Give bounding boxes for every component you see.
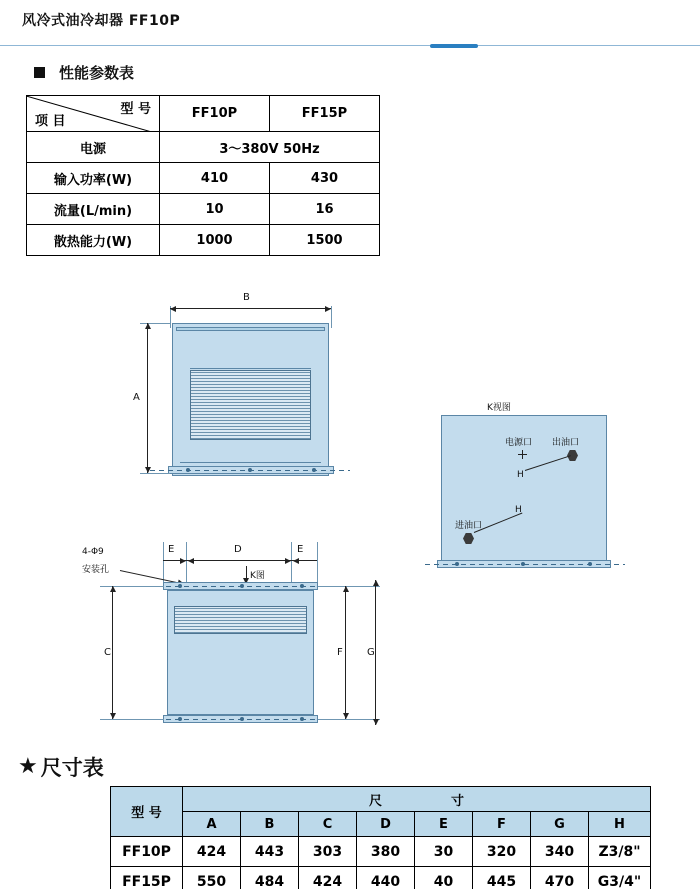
- top-dim-e-right-label: E: [297, 544, 304, 555]
- top-flange-hole-right: [300, 584, 304, 588]
- k-view-h-label-2: H: [515, 505, 522, 515]
- dim-col-header-f: F: [473, 812, 531, 837]
- k-arrow-label: K图: [250, 571, 265, 581]
- top-dim-g-arrow-up: [373, 580, 379, 586]
- top-ext-b: [186, 542, 187, 582]
- table-row: [27, 96, 380, 132]
- top-ext-fg-top: [318, 586, 380, 587]
- top-dim-c-arrow-up: [110, 586, 116, 592]
- column-header-0: FF10P: [160, 96, 270, 132]
- header-accent-tab: [430, 44, 478, 48]
- dim-row-1-model: FF15P: [111, 867, 183, 889]
- table-row: [27, 194, 380, 225]
- top-dim-g-label: G: [367, 647, 375, 658]
- front-mount-hole-right: [312, 468, 316, 472]
- dim-group-header-right: 寸: [451, 793, 465, 809]
- technical-drawings: [0, 270, 700, 740]
- dim-row-1-e: 40: [415, 867, 473, 889]
- dim-row-1-c: 424: [299, 867, 357, 889]
- top-ext-c: [291, 542, 292, 582]
- k-view-power-port-label: 电源口: [505, 438, 533, 448]
- top-flange-hole-center: [240, 584, 244, 588]
- row-2-value-0: 10: [160, 194, 270, 225]
- column-header-1: FF15P: [270, 96, 380, 132]
- top-flange-hole-left: [178, 584, 182, 588]
- top-dim-d-arrow-right: [285, 558, 291, 564]
- dim-row-1-h: G3/4": [589, 867, 651, 889]
- dim-col-header-a: A: [183, 812, 241, 837]
- dim-col-header-c: C: [299, 812, 357, 837]
- dim-row-0-c: 303: [299, 837, 357, 867]
- row-1-value-0: 410: [160, 163, 270, 194]
- top-hole-note-2: 安装孔: [82, 565, 110, 575]
- front-dim-a-arrow-up: [145, 323, 151, 329]
- performance-heading-text: 性能参数表: [59, 64, 135, 82]
- k-view-hole-center: [521, 562, 525, 566]
- bullet-square-icon: [34, 67, 45, 78]
- top-dim-f-label: F: [337, 647, 343, 658]
- dim-row-1-b: 484: [241, 867, 299, 889]
- top-base-hole-right: [300, 717, 304, 721]
- dim-row-0-g: 340: [531, 837, 589, 867]
- top-dim-d-label: D: [234, 544, 242, 555]
- top-ext-d: [317, 542, 318, 582]
- corner-header-cell: [27, 96, 160, 132]
- dim-row-0-f: 320: [473, 837, 531, 867]
- front-dim-b-arrow-left: [170, 306, 176, 312]
- k-view-oil-in-label: 进油口: [455, 521, 483, 531]
- top-dim-d-line: [186, 560, 291, 561]
- row-label-1: 输入功率(W): [27, 163, 160, 194]
- table-row: [27, 225, 380, 256]
- front-dim-b-arrow-right: [325, 306, 331, 312]
- top-ext-c-bottom: [100, 719, 164, 720]
- front-ext-bottom: [140, 473, 170, 474]
- dim-row-0-e: 30: [415, 837, 473, 867]
- dim-group-header: [183, 787, 651, 812]
- dimension-section-heading: [18, 752, 104, 782]
- dim-col-model-header: 型 号: [111, 787, 183, 837]
- table-row: [27, 163, 380, 194]
- top-view-grille: [174, 606, 307, 634]
- dimension-heading-text: 尺寸表: [40, 756, 104, 780]
- top-dim-c-label: C: [104, 647, 111, 658]
- k-view-title: K视图: [487, 403, 511, 413]
- top-base-hole-left: [178, 717, 182, 721]
- dim-col-header-b: B: [241, 812, 299, 837]
- front-dim-b-line: [170, 308, 331, 309]
- row-label-2: 流量(L/min): [27, 194, 160, 225]
- top-dim-g-line: [375, 580, 376, 725]
- page-title: 风冷式油冷却器 FF10P: [22, 13, 181, 29]
- header-divider-line: [0, 45, 700, 46]
- corner-col-label: 型 号: [120, 102, 151, 117]
- row-label-3: 散热能力(W): [27, 225, 160, 256]
- header-divider: [0, 44, 700, 47]
- top-dim-d-arrow-left: [188, 558, 194, 564]
- top-dim-c-arrow-down: [110, 713, 116, 719]
- dim-row-1-f: 445: [473, 867, 531, 889]
- front-dim-a-label: A: [133, 392, 140, 403]
- row-value-0-merged: 3～380V 50Hz: [160, 132, 380, 163]
- k-view-oil-out-label: 出油口: [552, 438, 580, 448]
- front-view-top-strip: [176, 327, 325, 331]
- top-hole-note-1: 4-Φ9: [82, 547, 104, 557]
- top-dim-g-arrow-down: [373, 719, 379, 725]
- top-base-hole-center: [240, 717, 244, 721]
- table-row: [111, 812, 651, 837]
- power-port-icon: [518, 450, 527, 459]
- table-row: [111, 867, 651, 889]
- row-2-value-1: 16: [270, 194, 380, 225]
- top-ext-fg-bottom: [318, 719, 380, 720]
- front-mount-hole-center: [248, 468, 252, 472]
- dim-row-0-h: Z3/8": [589, 837, 651, 867]
- row-label-0: 电源: [27, 132, 160, 163]
- table-row: [111, 787, 651, 812]
- dimension-table: [110, 786, 651, 889]
- dim-row-0-b: 443: [241, 837, 299, 867]
- dim-col-header-d: D: [357, 812, 415, 837]
- front-dim-b-label: B: [243, 292, 250, 303]
- top-dim-e-left-label: E: [168, 544, 175, 555]
- top-ext-a: [163, 542, 164, 582]
- dim-row-1-g: 470: [531, 867, 589, 889]
- k-view-h-label-1: H: [517, 470, 524, 480]
- table-row: [27, 132, 380, 163]
- k-view-hole-right: [588, 562, 592, 566]
- top-dim-e-right-arrow: [293, 558, 299, 564]
- top-dim-f-arrow-up: [343, 586, 349, 592]
- dim-row-1-a: 550: [183, 867, 241, 889]
- performance-section-heading: [34, 62, 134, 83]
- k-view-hole-left: [455, 562, 459, 566]
- row-3-value-1: 1500: [270, 225, 380, 256]
- dim-row-1-d: 440: [357, 867, 415, 889]
- dim-row-0-a: 424: [183, 837, 241, 867]
- top-dim-f-line: [345, 586, 346, 719]
- front-dim-a-line: [147, 323, 148, 473]
- top-dim-e-left-arrow: [180, 558, 186, 564]
- row-3-value-0: 1000: [160, 225, 270, 256]
- dim-row-0-d: 380: [357, 837, 415, 867]
- corner-row-label: 项 目: [35, 114, 66, 129]
- table-row: [111, 837, 651, 867]
- performance-table: [26, 95, 380, 256]
- front-grille-top-edge: [190, 368, 311, 369]
- top-dim-f-arrow-down: [343, 713, 349, 719]
- dim-row-0-model: FF10P: [111, 837, 183, 867]
- top-dim-c-line: [112, 586, 113, 719]
- front-ext-right: [331, 306, 332, 328]
- dim-col-header-h: H: [589, 812, 651, 837]
- dim-group-header-left: 尺: [368, 793, 382, 809]
- front-mount-hole-left: [186, 468, 190, 472]
- dim-col-header-g: G: [531, 812, 589, 837]
- star-icon: ★: [18, 754, 38, 779]
- front-view-grille: [190, 370, 311, 440]
- front-dim-a-arrow-down: [145, 467, 151, 473]
- dim-col-header-e: E: [415, 812, 473, 837]
- row-1-value-1: 430: [270, 163, 380, 194]
- front-base-edge: [180, 462, 321, 463]
